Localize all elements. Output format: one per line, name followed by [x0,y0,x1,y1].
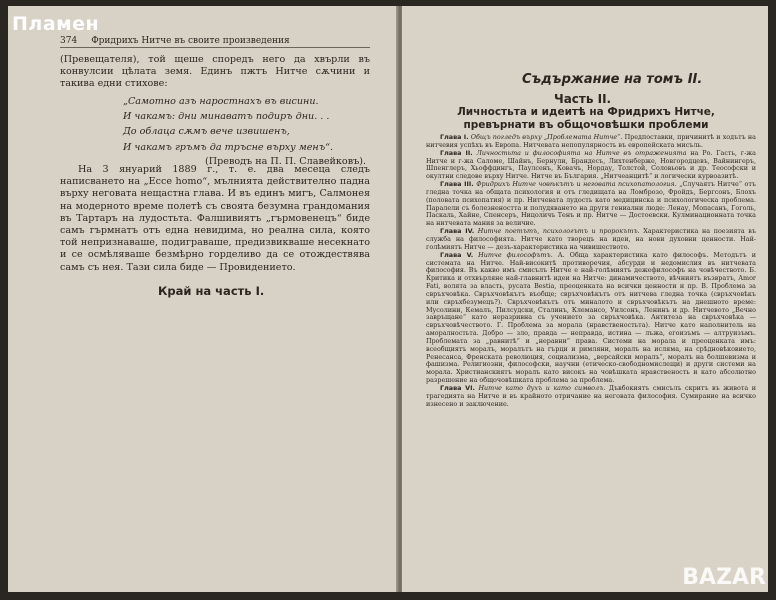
chapter-text: Дъвбокиятъ смисълъ скритъ въ живота и трагедията на Нитче и въ крайното отричание на неговата философия. Сумирание на всичко изнесено и заключение. [426,384,756,408]
chapter-title: Общъ погледъ върху „Проблемата Нитче“. [470,133,623,141]
end-of-part-heading: Край на часть I. [158,284,265,298]
chapter-head: Глава I. [440,133,469,141]
toc-entry [426,385,756,409]
running-head-title: Фридрихъ Нитче въ своите произведения [91,36,290,46]
contents-title: Съдържание на томъ II. [522,72,703,87]
paragraph-2: На 3 януарий 1889 г., т. е. два месеца следъ написването на „Ecce homo“, мълнията действително падна върху неговата нещастна глава. И въ единъ мигъ, Салмонея на модерното време полетѣ съ своята безумна грандомания въ Тартаръ на лудостьта. Фалшивиятъ „гърмовенецъ“ биде самъ гърмнатъ отъ една невидима, но реална сила, която той непризнаваше, подиграваше, предизвикваше несекнато и се осмѣляваше безмѣрно горделиво да се отождествява самъ съ нея. Тази сила биде — Провидението. [60,164,370,273]
chapter-text: „Случаятъ Нитче“ отъ гледна точка на общата психология и отъ гледищата на Ломброзо, Фройдъ, Бергсонъ, Блохъ (половата психопатия) и пр. Нитчевата лудость като медицинска и психологическа проблема. Паралели съ болезнеността и полудяването на други гениални люде: Ленау, Мопасанъ, Гоголь, Паскаль, Хайне, Спенсеръ, Ницоличъ Тенъ и пр. Нитче — Достоевски. Кулминационната точка на нитчевата мания за величие. [426,180,756,228]
chapter-head: Глава VI. [440,384,475,392]
chapter-head: Глава II. [440,148,473,157]
poem [123,94,333,155]
toc-entry [426,252,756,385]
part-subtitle: Личностьта и идеитѣ на Фридрихъ Нитче, превърнати въ общочовѣшки проблеми [457,106,715,131]
chapter-head: Глава V. [440,250,474,259]
paragraph-1: (Превещателя), той щеше споредъ него да хвърли въ конвулсии цѣлата земя. Единъ пжтъ Нитче сѫчини и такива едни стихове: [60,54,370,90]
watermark-site: BAZAR [682,565,766,590]
poem-line: „Самотно азъ наростнахъ въ висини. [123,96,319,107]
left-page [8,6,398,592]
toc-entry [426,228,756,252]
watermark-brand: Пламен [12,13,100,35]
chapter-text: А. Обща характеристика като философъ. Методътъ и системата на Нитче. Най-високитѣ противоречия, абсурди и недомислия въ нитчевата философия. Въ какво имъ смисълъ Нитче е най-голѣмиятъ дежефилософъ на човѣчеството. Б. Критика и отхвърляне най-главнитѣ идеи на Нитче: динамичеството, вѣчниятъ възвратъ, Amor Fati, волята за власть, русата Bestia, преоценката на всички ценности и пр. В. Проблема за свръхчовѣка. Свръхчовѣкътъ въобще; свръхчовѣкътъ отъ нитчева гледна точка (свръхчовѣкъ или свръхбезумецъ?). Свръхчовѣкътъ отъ миналото и свръхчовѣкътъ на днешното време: Мусолини, Кемалъ, Пилсудски, Сталинъ, Клемансо, Уилсонъ, Ленинъ и др. Нитчевото „Вечно завръщане“ като неразривна съ учението за свръхчовѣка. Антитеза на свръхчовѣка — свръхчовѣчеството. Г. Проблема за морала (нравственостьта). Нитче като наполнитель на аморалностьта. Добро — зло, правда — неправда, истина — лъжа, егоизъмъ — алтруизъмъ. Проблемата за „равнитѣ“ и „неравни“ права. Системи на морала и преоценката имъ: всеобщиятъ моралъ, моралътъ на гърци и римляни, моралъ на исляма, на срѣдновѣковието, Ренесанса, Френската революция, социализма, „версайски моралъ“, моралъ на болшевизма и фашизма. Религиозни, философски, научни (етическо-свободномислещи) и други системи на морала. Христианскиятъ моралъ като високъ на човѣшката нравственость и като абсолютно разрешение на общочовѣшката проблема за проблема. [426,250,756,385]
toc-entry [426,134,756,150]
poem-line: И чакамъ: дни минаватъ подиръ дни. . . [123,111,330,123]
toc-entry [426,150,756,181]
part-label: Часть II. [554,92,612,106]
toc-entry [426,181,756,228]
chapter-head: Глава IV. [440,227,475,236]
chapter-head: Глава III. [440,180,474,189]
poem-line: И чакамъ гръмъ да тръсне върху менъ“. [123,141,334,153]
chapter-title: Фридрихъ Нитче човѣкътъ и неговата психопатология. [476,180,677,189]
chapter-title: Нитче поетътъ, психологътъ и пророкътъ. [477,227,640,236]
chapter-text: Предпоставки, причинитѣ и ходътъ на нитчевия успѣхъ въ Европа. Нитчевата непопулярность въ европейската мисъль. [426,133,756,149]
chapter-text: Характеристика на поезията въ служба на философията. Нитче като творецъ на идеи, на нови духовни ценности. Най-голѣмиятъ Нитче — дезъ-характеристика на чивишеството. [426,227,756,251]
poem-line: До облаца сѫмъ вече извишенъ, [123,126,290,138]
chapter-title: Личностьта и философията на Нитче въ отраженията [476,148,687,157]
translator-note: (Преводъ на П. П. Славейковъ). [205,156,366,167]
table-of-contents [426,134,756,409]
chapter-text: на Ро. Гасть, г-жа Нитче и г-жа Саломе, Шайнъ, Бернули, Брандесъ, Лихтенберже, Новгородцевъ, Вайнингеръ, Шпенглеръ, Хьоффдингъ, Паулсенъ, Ковачъ, Нордау, Толстой, Соловьовъ и др. Теософски и окултни следове върху Нитче. Нитче въ България. „Нитчеанцитѣ“ и логически курвоазитѣ. [426,148,756,181]
running-head [60,36,370,48]
chapter-title: Нитче като духъ и като символъ. [478,384,606,392]
chapter-title: Нитче философътъ. [478,250,553,259]
right-page [402,6,768,592]
page-number: 374 [60,36,78,46]
